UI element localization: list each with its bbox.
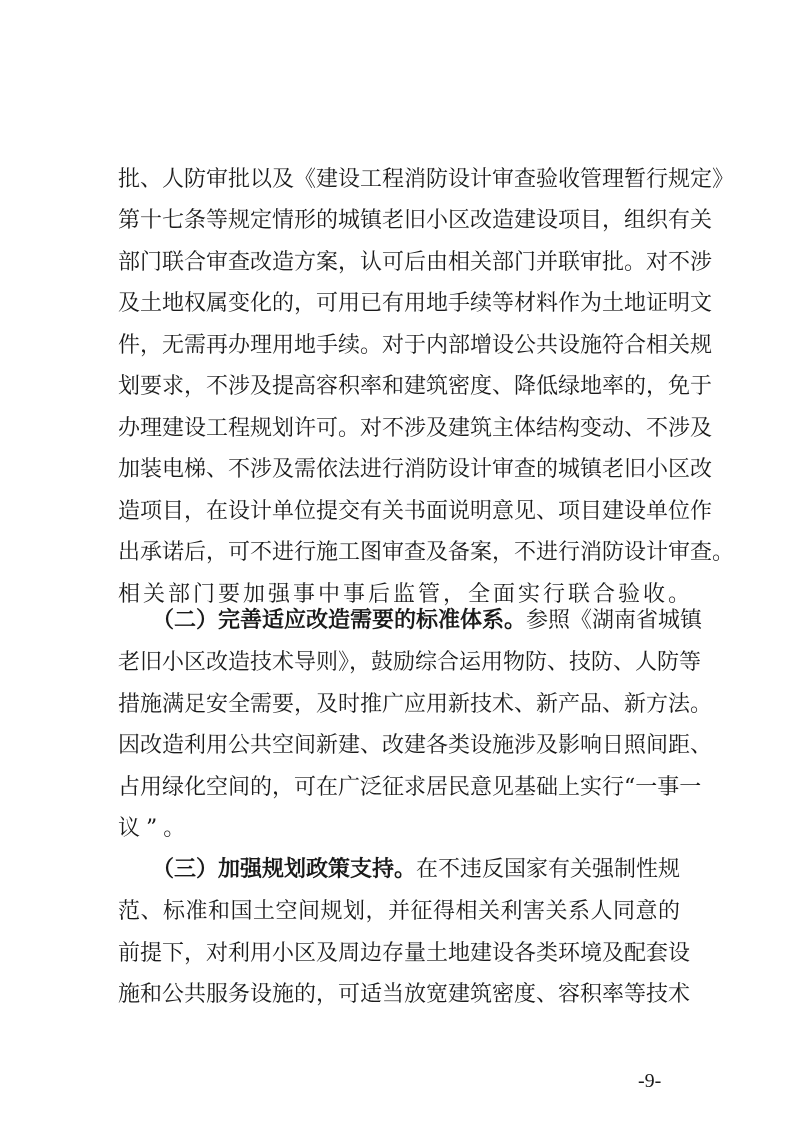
text-line: 相关部门要加强事中事后监管，全面实行联合验收。 — [118, 582, 694, 607]
text-line: 及土地权属变化的，可用已有用地手续等材料作为土地证明文 — [118, 291, 713, 316]
text-span: 在不违反国家有关强制性规 — [416, 857, 681, 882]
text-line: 批、人防审批以及《建设工程消防设计审查验收管理暂行规定》 — [118, 167, 735, 192]
text-line: 件，无需再办理用地手续。对于内部增设公共设施符合相关规 — [118, 333, 713, 358]
text-line: 范、标准和国土空间规划，并征得相关利害关系人同意的 — [118, 899, 680, 924]
section-heading: （二）完善适应改造需要的标准体系。 — [152, 608, 527, 633]
text-line: 部门联合审查改造方案，认可后由相关部门并联审批。对不涉 — [118, 250, 713, 275]
text-line: 办理建设工程规划许可。对不涉及建筑主体结构变动、不涉及 — [118, 416, 713, 441]
text-line: 加装电梯、不涉及需依法进行消防设计审查的城镇老旧小区改 — [118, 457, 713, 482]
section-heading-line — [152, 849, 680, 891]
text-line: 措施满足安全需要，及时推广应用新技术、新产品、新方法。 — [118, 692, 713, 717]
text-span: 参照《湖南省城镇 — [526, 608, 703, 633]
text-line: 因改造利用公共空间新建、改建各类设施涉及影响日照间距、 — [118, 733, 713, 758]
section-heading: （三）加强规划政策支持。 — [152, 857, 417, 882]
text-line: 前提下，对利用小区及周边存量土地建设各类环境及配套设 — [118, 941, 691, 966]
page-number: -9- — [638, 1070, 662, 1092]
text-line: 议”。 — [118, 816, 192, 841]
text-line: 出承诺后，可不进行施工图审查及备案，不进行消防设计审查。 — [118, 540, 735, 565]
text-line: 第十七条等规定情形的城镇老旧小区改造建设项目，组织有关 — [118, 208, 713, 233]
text-line: 施和公共服务设施的，可适当放宽建筑密度、容积率等技术 — [118, 982, 691, 1007]
text-line: 造项目，在设计单位提交有关书面说明意见、项目建设单位作 — [118, 499, 713, 524]
text-line: 划要求，不涉及提高容积率和建筑密度、降低绿地率的，免于 — [118, 374, 713, 399]
text-line: 老旧小区改造技术导则》，鼓励综合运用物防、技防、人防等 — [118, 650, 702, 675]
section-heading-line — [152, 600, 703, 642]
text-line: 占用绿化空间的，可在广泛征求居民意见基础上实行“一事一 — [118, 775, 702, 800]
